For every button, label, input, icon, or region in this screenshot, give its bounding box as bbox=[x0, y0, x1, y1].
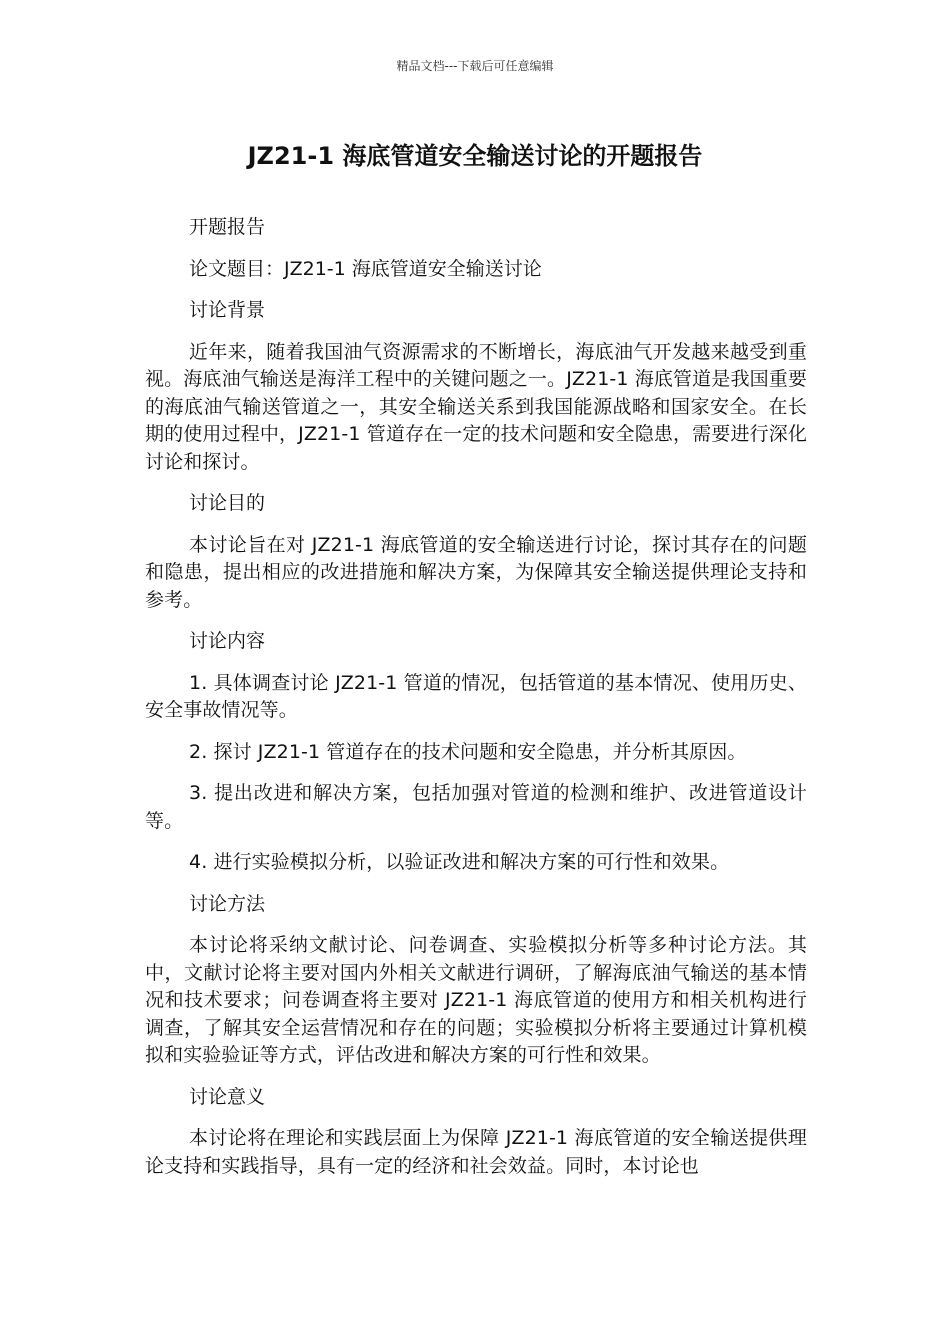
content-item-1: 1. 具体调查讨论 JZ21-1 管道的情况，包括管道的基本情况、使用历史、安全事故情况等。 bbox=[145, 671, 807, 721]
section-heading-method: 讨论方法 bbox=[189, 892, 266, 915]
page-header: 精品文档---下载后可任意编辑 bbox=[396, 59, 554, 73]
method-paragraph: 本讨论将采纳文献讨论、问卷调查、实验模拟分析等多种讨论方法。其中，文献讨论将主要对国内外相关文献进行调研，了解海底油气输送的基本情况和技术要求；问卷调查将主要对 JZ21-1 海底管道的使用方和相关机构进行调查，了解其安全运营情况和存在的问题；实验模拟分析将主要通过计算机模拟和实验验证等方式，评估改进和解决方案的可行性和效果。 bbox=[145, 934, 807, 1066]
document-body bbox=[145, 214, 807, 1194]
section-heading-significance: 讨论意义 bbox=[189, 1085, 266, 1108]
significance-paragraph: 本讨论将在理论和实践层面上为保障 JZ21-1 海底管道的安全输送提供理论支持和实践指导，具有一定的经济和社会效益。同时，本讨论也 bbox=[145, 1127, 807, 1177]
background-paragraph: 近年来，随着我国油气资源需求的不断增长，海底油气开发越来越受到重视。海底油气输送是海洋工程中的关键问题之一。JZ21-1 海底管道是我国重要的海底油气输送管道之一，其安全输送关系到我国能源战略和国家安全。在长期的使用过程中，JZ21-1 管道存在一定的技术问题和安全隐患，需要进行深化讨论和探讨。 bbox=[145, 340, 807, 473]
section-heading-content: 讨论内容 bbox=[189, 630, 266, 652]
section-heading-background: 讨论背景 bbox=[189, 299, 266, 321]
content-item-2: 2. 探讨 JZ21-1 管道存在的技术问题和安全隐患，并分析其原因。 bbox=[189, 740, 747, 763]
section-heading-purpose: 讨论目的 bbox=[189, 492, 266, 514]
purpose-paragraph: 本讨论旨在对 JZ21-1 海底管道的安全输送进行讨论，探讨其存在的问题和隐患，提出相应的改进措施和解决方案，为保障其安全输送提供理论支持和参考。 bbox=[145, 533, 807, 611]
document-title: JZ21-1 海底管道安全输送讨论的开题报告 bbox=[247, 142, 703, 170]
content-item-4: 4. 进行实验模拟分析，以验证改进和解决方案的可行性和效果。 bbox=[189, 851, 730, 873]
thesis-title-line: 论文题目：JZ21-1 海底管道安全输送讨论 bbox=[189, 257, 542, 280]
content-item-3: 3. 提出改进和解决方案，包括加强对管道的检测和维护、改进管道设计等。 bbox=[145, 782, 807, 832]
section-heading-report: 开题报告 bbox=[189, 216, 266, 238]
